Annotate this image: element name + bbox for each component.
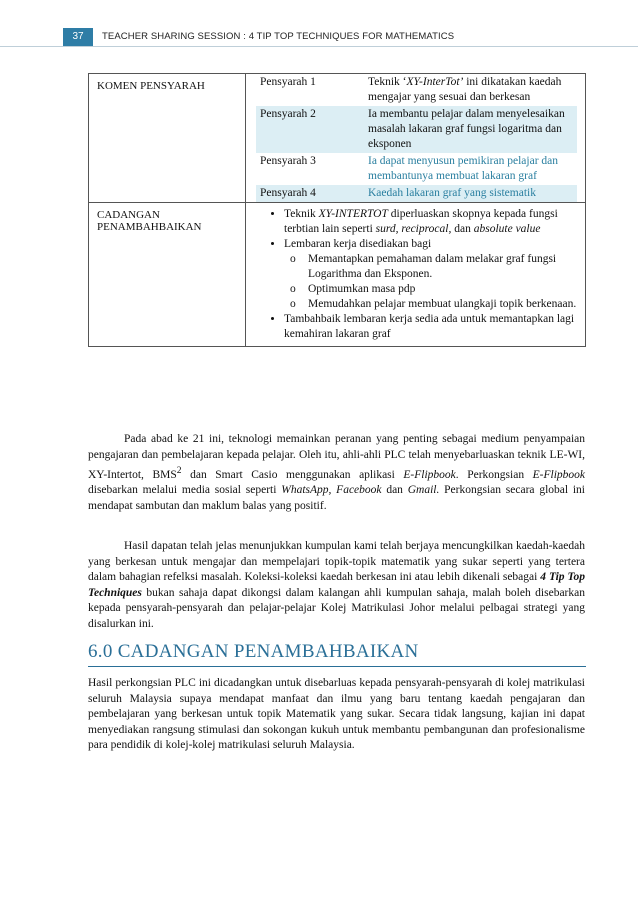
lecturer-name: Pensyarah 1: [260, 76, 316, 88]
sub-item: o Memudahkan pelajar membuat ulangkaji topik berkenaan.: [308, 297, 577, 312]
lecturer-comments-row: [89, 74, 586, 203]
suggestion-item: • Lembaran kerja disediakan bagi o Memantapkan pemahaman dalam melakar graf fungsi Logarithma dan Eksponen. o Optimumkan masa pdp o Memudahkan pelajar membuat ulangkaji topik berkenaan.: [284, 237, 577, 312]
row-label-suggestions: CADANGAN PENAMBAHBAIKAN: [89, 203, 246, 347]
comment-text: Ia membantu pelajar dalam menyelesaikan masalah lakaran graf fungsi logaritma dan eksponen: [364, 106, 577, 153]
comment-text: Teknik ‘XY-InterTot’ ini dikatakan kaedah mengajar yang sesuai dan berkesan: [368, 76, 562, 103]
suggestion-item: • Tambahbaik lembaran kerja sedia ada untuk memantapkan lagi kemahiran lakaran graf: [284, 312, 577, 342]
comments-table: [88, 73, 586, 347]
sub-list: [284, 252, 577, 312]
comment-text: Ia dapat menyusun pemikiran pelajar dan membantunya membuat lakaran graf: [368, 155, 558, 182]
sub-item: o Memantapkan pemahaman dalam melakar graf fungsi Logarithma dan Eksponen.: [308, 252, 577, 282]
page-header: [0, 28, 638, 46]
suggestions-row: [89, 203, 586, 347]
suggestion-list: [256, 207, 577, 342]
lecturer-name: Pensyarah 4: [256, 185, 364, 202]
paragraph-2: Hasil dapatan telah jelas menunjukkan kumpulan kami telah berjaya mencungkilkan kaedah-kaedah yang berkesan untuk mengajar dan mempelajari topik-topik matematik yang sukar seperti yang tertera dalam bahagian refelksi masalah. Koleksi-koleksi kaedah berkesan ini atau lebih dikenali sebagai 4 Tip Top Techniques bukan sahaja dapat dikongsi dalam kalangan ahli kumpulan sahaja, malah boleh disebarkan kepada pensyarah-pensyarah dan pelajar-pelajar Kolej Matrikulasi Johor melalui pelbagai strategi yang disalurkan ini.: [88, 540, 585, 630]
comments-cell: [246, 74, 586, 203]
running-title: TEACHER SHARING SESSION : 4 TIP TOP TECHNIQUES FOR MATHEMATICS: [102, 31, 455, 42]
comment-row: [256, 153, 577, 185]
comment-row: [256, 74, 577, 106]
comment-row: [256, 185, 577, 202]
sub-item: o Optimumkan masa pdp: [308, 282, 577, 297]
lecturer-name: Pensyarah 2: [256, 106, 364, 153]
page-number: 37: [63, 28, 93, 46]
lecturer-name: Pensyarah 3: [260, 155, 316, 167]
paragraph-3: Hasil perkongsian PLC ini dicadangkan untuk disebarluas kepada pensyarah-pensyarah di kolej matrikulasi seluruh Malaysia supaya mendapat manfaat dan ilmu yang baru tentang kaedah pengajaran dan pembelajaran yang berkesan untuk topik Matematik yang sukar. Secara tidak langsung, kajian ini dapat menyediakan rangsung stimulasi dan sokongan kukuh untuk membantu pembangunan dan profesionalisme para pendidik di kolej-kolej matrikulasi seluruh Malaysia.: [88, 677, 585, 751]
section-heading: 6.0 CADANGAN PENAMBAHBAIKAN: [88, 641, 419, 662]
suggestions-cell: [246, 203, 586, 347]
section-rule: [88, 666, 586, 667]
comment-text: Kaedah lakaran graf yang sistematik: [364, 185, 577, 202]
header-rule: [0, 46, 638, 47]
row-label-comments: KOMEN PENSYARAH: [89, 74, 246, 203]
paragraph-1: Pada abad ke 21 ini, teknologi memainkan peranan yang penting sebagai medium penyampaian pengajaran dan pembelajaran kepada pelajar. Oleh itu, ahli-ahli PLC telah menyebarluaskan teknik LE-WI, XY-Intertot, BMS$^2$ dan Smart Casio menggunakan aplikasi E-Flipbook. Perkongsian E-Flipbook disebarkan melalui media sosial seperti WhatsApp, Facebook dan Gmail. Perkongsian secara global ini mendapat sambutan dan maklum balas yang positif.: [88, 433, 586, 512]
comment-row: [256, 106, 577, 153]
comments-list: [256, 74, 577, 202]
suggestion-item: • Teknik XY-INTERTOT diperluaskan skopnya kepada fungsi terbtian lain seperti surd, reciprocal, dan absolute value: [284, 207, 577, 237]
